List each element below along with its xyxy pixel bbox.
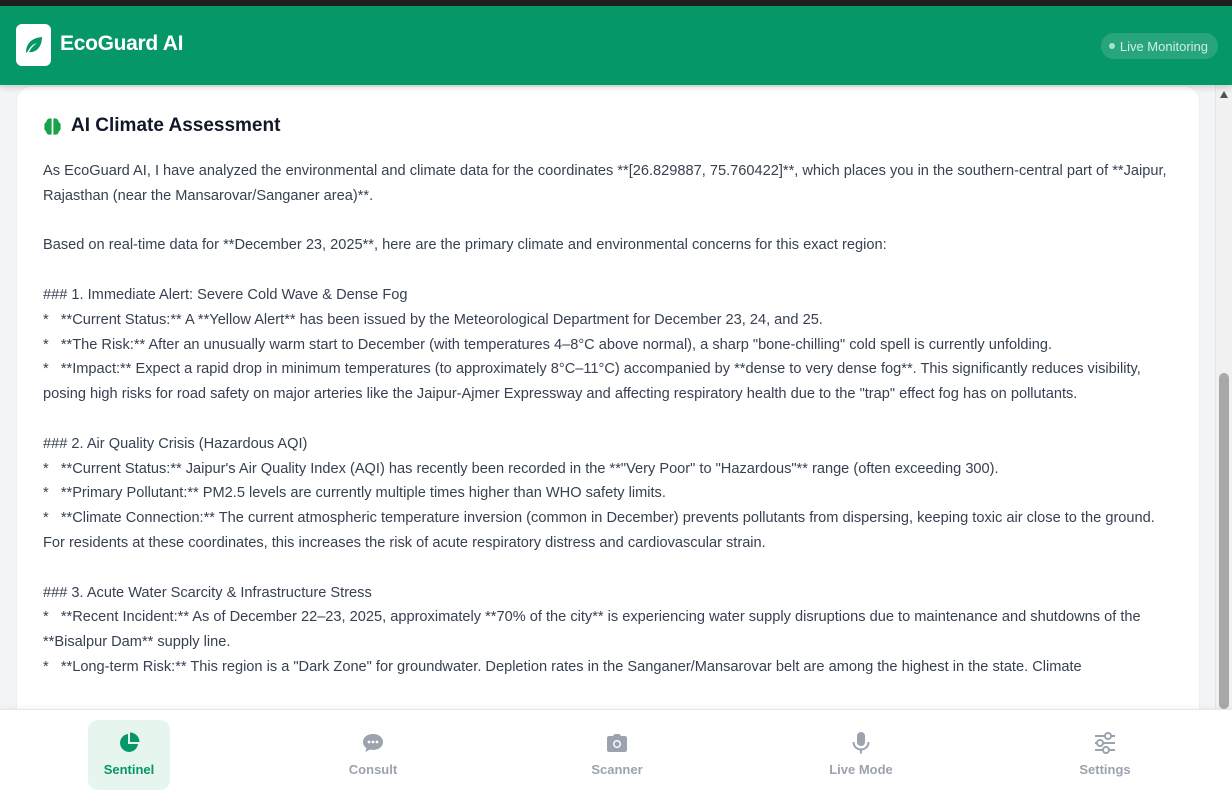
app-title: EcoGuard AI xyxy=(60,32,184,55)
nav-item-sentinel[interactable] xyxy=(88,720,170,790)
chat-bubble-icon xyxy=(361,732,385,754)
nav-item-scanner[interactable] xyxy=(576,720,658,790)
climate-assessment-card xyxy=(17,87,1199,709)
card-title: AI Climate Assessment xyxy=(71,115,281,136)
nav-label: Scanner xyxy=(591,762,643,777)
camera-icon xyxy=(605,732,629,754)
leaf-icon xyxy=(22,33,46,57)
bullet-item: * **The Risk:** After an unusually warm start to December (with temperatures 4–8°C above normal), a sharp "bone-chilling" cold spell is currently unfolding. xyxy=(43,336,1053,353)
paragraph-gap xyxy=(43,209,1177,234)
nav-label: Live Mode xyxy=(829,762,893,777)
assessment-paragraph: Based on real-time data for **December 23, 2025**, here are the primary climate and environmental concerns for this exact region: xyxy=(43,237,887,254)
bullet-item: * **Primary Pollutant:** PM2.5 levels are currently multiple times higher than WHO safety limits. xyxy=(43,485,666,502)
brain-icon xyxy=(42,116,63,137)
nav-label: Sentinel xyxy=(103,762,155,777)
sliders-icon xyxy=(1093,732,1117,754)
assessment-text xyxy=(43,159,1177,680)
bullet-item: * **Recent Incident:** As of December 22–23, 2025, approximately **70% of the city** is experiencing water supply disruptions due to maintenance and shutdowns of the **Bisalpur Dam** supply line. xyxy=(43,609,1145,651)
app-logo xyxy=(16,24,51,66)
app-header xyxy=(0,6,1232,85)
bullet-item: * **Current Status:** A **Yellow Alert** has been issued by the Meteorological Department for December 23, 24, and 25. xyxy=(43,311,823,328)
bullet-item: * **Long-term Risk:** This region is a "Dark Zone" for groundwater. Depletion rates in the Sanganer/Mansarovar belt are among the highest in the state. Climate xyxy=(43,658,1082,675)
main-scroll-area[interactable] xyxy=(0,85,1216,709)
assessment-paragraph: As EcoGuard AI, I have analyzed the environmental and climate data for the coordinates **[26.829887, 75.760422]**, which places you in the southern-central part of **Jaipur, Rajasthan (near the Mansarovar/Sanganer area)**. xyxy=(43,163,1171,204)
section-heading: ### 3. Acute Water Scarcity & Infrastructure Stress xyxy=(43,584,372,601)
live-monitoring-badge xyxy=(1101,33,1218,59)
card-header xyxy=(42,115,280,137)
nav-item-settings[interactable] xyxy=(1064,720,1146,790)
pie-chart-icon xyxy=(117,731,141,755)
section-heading: ### 2. Air Quality Crisis (Hazardous AQI) xyxy=(43,435,308,452)
vertical-scrollbar[interactable] xyxy=(1215,85,1232,709)
paragraph-gap xyxy=(43,258,1177,283)
bullet-item: * **Impact:** Expect a rapid drop in minimum temperatures (to approximately 8°C–11°C) accompanied by **dense to very dense fog**. This significantly reduces visibility, posing high risks for road safety on major arteries like the Jaipur-Ajmer Expressway and affecting respiratory health due to the "trap" effect fog has on pollutants. xyxy=(43,361,1145,403)
paragraph-gap xyxy=(43,407,1177,432)
scrollbar-thumb[interactable] xyxy=(1219,373,1229,709)
nav-item-live-mode[interactable] xyxy=(820,720,902,790)
live-dot-icon xyxy=(1109,43,1115,49)
nav-label: Settings xyxy=(1079,762,1131,777)
nav-label: Consult xyxy=(348,762,398,777)
microphone-icon xyxy=(850,731,872,755)
bullet-item: * **Climate Connection:** The current atmospheric temperature inversion (common in December) prevents pollutants from dispersing, keeping toxic air close to the ground. For residents at these coordinates, this increases the risk of acute respiratory distress and cardiovascular strain. xyxy=(43,510,1159,551)
nav-item-consult[interactable] xyxy=(332,720,414,790)
paragraph-gap xyxy=(43,556,1177,581)
bottom-navigation xyxy=(0,709,1232,800)
section-heading: ### 1. Immediate Alert: Severe Cold Wave & Dense Fog xyxy=(43,286,408,303)
live-monitoring-label: Live Monitoring xyxy=(1119,38,1208,54)
bullet-item: * **Current Status:** Jaipur's Air Quality Index (AQI) has recently been recorded in the **"Very Poor" to "Hazardous"** range (often exceeding 300). xyxy=(43,460,999,477)
scroll-up-arrow-icon[interactable] xyxy=(1220,91,1228,98)
